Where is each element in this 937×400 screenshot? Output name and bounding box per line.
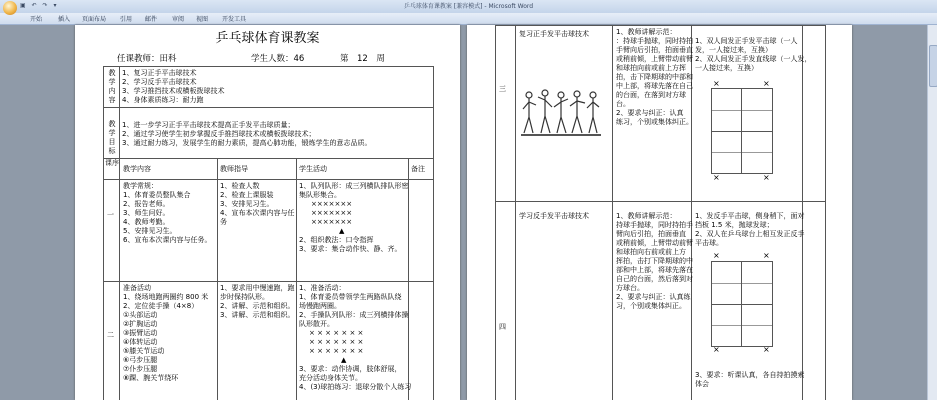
player-figures-image [521, 87, 601, 145]
document-page-2[interactable] [467, 25, 852, 400]
row1-teacher: 1、检查人数 2、检查上课服装 3、安排见习生。 4、宣布本次课内容与任 务 [220, 182, 295, 226]
row2-student: 1、准备活动： 1、体育委员带领学生两路纵队绕 场慢跑两圈。 2、手操队列队形：成三列横排体操 队形散开。 × × × × × × × × × × × × × × × × × × × × × ▲ 3、要求：动作协调，肢体舒展， 充分活动身体关节。 4、(3)球拍练习：退球分散个人练习 [299, 284, 412, 391]
vertical-scrollbar[interactable] [927, 25, 937, 400]
table-border [495, 25, 496, 400]
table-border [495, 201, 825, 202]
table-tennis-diagram [711, 261, 773, 347]
tab-developer[interactable]: 开发工具 [222, 16, 247, 23]
row1-seq: 一 [107, 211, 114, 219]
table-border [495, 25, 825, 26]
table-border [515, 25, 516, 400]
row1-student: 1、队列队形：成三列横队排队形密 集队形集合。 ××××××× ××××××× ××××××× ▲ 2、组织教法：口令指挥 3、要求：集合动作快、静、齐。 [299, 182, 409, 253]
tab-view[interactable]: 视图 [196, 16, 209, 23]
row4-requirement: 3、要求：听课认真，各自持拍摸索 体会 [695, 371, 805, 388]
header-content: 教学内容 [123, 165, 151, 173]
tab-review[interactable]: 审阅 [172, 16, 185, 23]
row3-content: 复习正手发平击球技术 [519, 30, 589, 38]
tab-page-layout[interactable]: 页面布局 [82, 16, 107, 23]
row2-content: 准备活动 1、绕场地跑两圈约 800 米 2、定位徒手操（4×8） ①头部运动 ②扩胸运动 ③振臂运动 ④体转运动 ⑤膝关节运动 ⑥弓步压腿 ⑦仆步压腿 ⑧踝、腕关节绕环 [123, 284, 209, 382]
table-border [103, 158, 433, 159]
table-border [103, 179, 433, 180]
table-border [103, 66, 104, 400]
row4-student: 1、发反手平击球，侧身稍下，面对 挡板 1.5 米，抛球发球； 2、双人在乒乓球台上相互发正反手 平击球。 [695, 212, 805, 247]
scrollbar-thumb[interactable] [929, 45, 937, 87]
tab-mailings[interactable]: 邮件 [145, 16, 158, 23]
row2-teacher: 1、要求用中慢速跑，跑 步时保持队形。 2、讲解、示范和组织。 3、讲解、示范和组织。 [220, 284, 295, 319]
player-mark: × [713, 251, 721, 260]
row3-seq: 三 [499, 85, 506, 93]
player-mark: × [763, 345, 771, 354]
document-page-1[interactable] [75, 25, 460, 400]
tab-insert[interactable]: 插入 [58, 16, 71, 23]
table-border [103, 107, 433, 108]
window-title: 乒乓球体育课教案 [兼容模式] - Microsoft Word [403, 3, 534, 10]
goals-label: 教 学 目 标 [108, 120, 116, 155]
goals-list: 1、进一步学习正手平击球技术提高正手发平击球质量； 2、通过学习使学生初步掌握反手推挡球技术或横板拨球技术； 3、通过耐力练习，发展学生的耐力素质，提高心肺功能，锻炼学生的意志品质。 [122, 121, 372, 147]
table-border [296, 158, 297, 400]
header-seq: 课序 [105, 159, 119, 167]
row3-student: 1、双人间发正手发平击球（一人 发，一人接过来，互换） 2、双人间发正手发直线球（一人发， 一人接过来，互换） [695, 37, 812, 72]
page-title: 乒乓球体育课教案 [215, 31, 320, 46]
player-mark: × [763, 173, 771, 182]
table-border [825, 25, 826, 400]
row4-seq: 四 [499, 323, 506, 331]
teach-content-label: 教 学 内 容 [108, 69, 116, 104]
quick-access-toolbar[interactable]: ▣ ↶ ↷ ▾ [20, 2, 59, 9]
row3-teacher: 1、教师讲解示范： ：持球手抛球，同时持拍 手臂向后引拍，拍面垂直 或稍前倾，上臂带动前臂 和球拍向前或前上方挥 拍，击下降期球的中部和 中上部，将球先落在自己 的台面，在落到对方球 台。 2、要求与纠正：认真 练习，个别或集体纠正。 [616, 28, 693, 126]
table-border [217, 158, 218, 400]
teach-content-list: 1、复习正手平击球技术 2、学习反手平击球技术 3、学习推挡技术或横板拨球技术 4、身体素质练习：耐力跑 [122, 69, 225, 104]
row4-teacher: 1、教师讲解示范： 持球手抛球，同时持拍手 臂向后引拍，拍面垂直 或稍前倾，上臂带动前臂 和球拍向右前或前上方 挥拍，击打下降期球的中 部和中上部，将球先落在 自己的台面，然后落到对 方球台。 2、要求与纠正：认真练 习，个别或集体纠正。 [616, 212, 693, 310]
header-teacher: 教师指导 [220, 165, 248, 173]
teacher-label: 任课教师：田科 [117, 54, 177, 64]
row2-seq: 二 [107, 331, 114, 339]
player-mark: × [763, 79, 771, 88]
tab-references[interactable]: 引用 [120, 16, 133, 23]
student-count: 学生人数：46 [251, 54, 305, 64]
player-mark: × [763, 251, 771, 260]
row1-content: 教学常规： 1、体育委员整队集合 2、报告老师。 3、师生问好。 4、教师考勤。 5、安排见习生。 6、宣布本次课内容与任务。 [123, 182, 212, 244]
office-button[interactable] [3, 1, 17, 15]
tab-home[interactable]: 开始 [30, 16, 43, 23]
table-border [103, 281, 433, 282]
player-mark: × [713, 79, 721, 88]
title-bar [0, 0, 937, 13]
table-border [433, 66, 434, 400]
table-border [103, 66, 433, 67]
player-mark: × [713, 173, 721, 182]
table-tennis-diagram [711, 88, 773, 174]
table-border [119, 66, 120, 400]
row4-content: 学习反手发平击球技术 [519, 212, 589, 220]
ribbon-tabs [0, 13, 937, 25]
table-border [612, 25, 613, 400]
player-mark: × [713, 345, 721, 354]
header-student: 学生活动 [299, 165, 327, 173]
header-notes: 备注 [411, 165, 425, 173]
week-label: 第 12 周 [340, 54, 385, 64]
